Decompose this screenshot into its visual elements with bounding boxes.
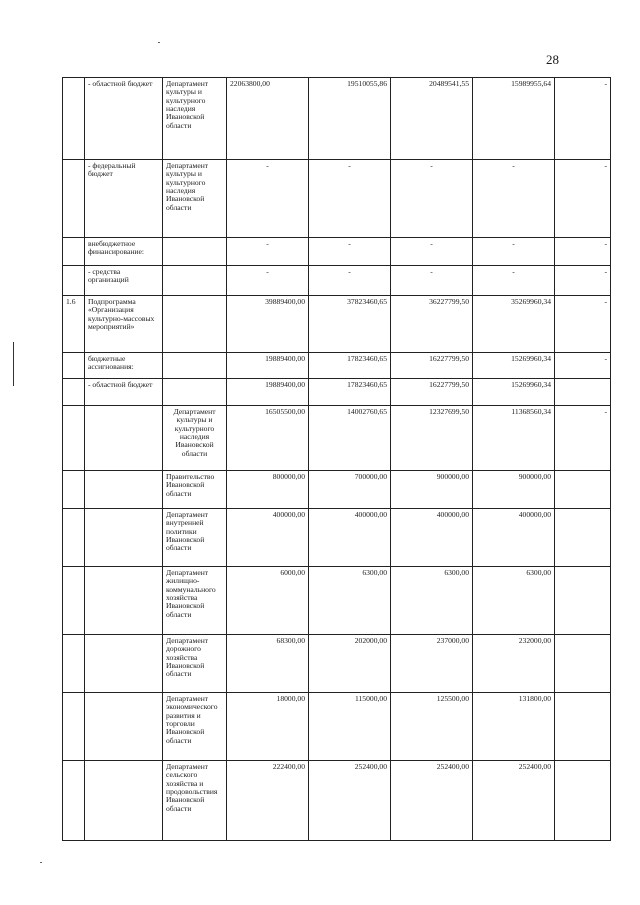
row-name-cell: бюджетные ассигнования:	[85, 353, 163, 379]
budget-table	[62, 77, 611, 841]
value-cell: 39889400,00	[227, 296, 309, 353]
value-cell: 6000,00	[227, 567, 309, 635]
value-cell: 400000,00	[391, 509, 473, 567]
row-dept-cell	[163, 353, 227, 379]
value-cell	[555, 693, 611, 761]
value-cell: 125500,00	[391, 693, 473, 761]
page-number: 28	[546, 52, 559, 67]
value-cell: 18000,00	[227, 693, 309, 761]
row-num-cell	[63, 761, 85, 841]
row-dept-cell: Департамент сельского хозяйства и продовольствия Ивановской области	[163, 761, 227, 841]
value-cell: 6300,00	[391, 567, 473, 635]
value-cell: 16227799,50	[391, 353, 473, 379]
row-dept-cell: Департамент культуры и культурного наследия Ивановской области	[163, 78, 227, 160]
value-cell: 36227799,50	[391, 296, 473, 353]
table-row	[63, 266, 611, 296]
value-cell: 252400,00	[391, 761, 473, 841]
value-cell: 11368560,34	[473, 406, 555, 471]
value-cell: 17823460,65	[309, 379, 391, 406]
value-cell	[555, 567, 611, 635]
table-row	[63, 238, 611, 266]
value-cell: 400000,00	[473, 509, 555, 567]
value-cell: 700000,00	[309, 471, 391, 509]
value-cell: 12327699,50	[391, 406, 473, 471]
value-cell	[555, 379, 611, 406]
table-row	[63, 509, 611, 567]
value-cell: -	[227, 160, 309, 238]
value-cell: 35269960,34	[473, 296, 555, 353]
row-name-cell: - областной бюджет	[85, 379, 163, 406]
value-cell: 131800,00	[473, 693, 555, 761]
value-cell	[555, 471, 611, 509]
value-cell: 20489541,55	[391, 78, 473, 160]
row-dept-cell: Департамент культуры и культурного наследия Ивановской области	[163, 406, 227, 471]
value-cell: 900000,00	[391, 471, 473, 509]
value-cell: 252400,00	[309, 761, 391, 841]
table-row	[63, 761, 611, 841]
table-row	[63, 635, 611, 693]
value-cell: 800000,00	[227, 471, 309, 509]
value-cell: 252400,00	[473, 761, 555, 841]
row-name-cell	[85, 761, 163, 841]
value-cell: 22063800,00	[227, 78, 309, 160]
value-cell	[555, 761, 611, 841]
row-name-cell	[85, 406, 163, 471]
value-cell: 16227799,50	[391, 379, 473, 406]
value-cell: -	[391, 238, 473, 266]
value-cell: -	[555, 238, 611, 266]
value-cell	[555, 509, 611, 567]
row-num-cell: 1.6	[63, 296, 85, 353]
row-dept-cell: Департамент культуры и культурного наследия Ивановской области	[163, 160, 227, 238]
value-cell: 15269960,34	[473, 379, 555, 406]
value-cell: 17823460,65	[309, 353, 391, 379]
row-dept-cell	[163, 379, 227, 406]
row-dept-cell	[163, 266, 227, 296]
value-cell: -	[309, 266, 391, 296]
value-cell: 400000,00	[227, 509, 309, 567]
row-dept-cell	[163, 238, 227, 266]
row-num-cell	[63, 379, 85, 406]
row-num-cell	[63, 567, 85, 635]
row-num-cell	[63, 160, 85, 238]
value-cell: -	[227, 238, 309, 266]
table-row	[63, 379, 611, 406]
value-cell: 19889400,00	[227, 353, 309, 379]
value-cell: 6300,00	[309, 567, 391, 635]
value-cell: -	[555, 353, 611, 379]
value-cell: 19889400,00	[227, 379, 309, 406]
row-name-cell	[85, 567, 163, 635]
row-num-cell	[63, 353, 85, 379]
value-cell: 6300,00	[473, 567, 555, 635]
value-cell: 400000,00	[309, 509, 391, 567]
table-row	[63, 160, 611, 238]
scan-speck	[40, 862, 42, 863]
row-name-cell: - федеральный бюджет	[85, 160, 163, 238]
row-num-cell	[63, 635, 85, 693]
value-cell: 15989955,64	[473, 78, 555, 160]
value-cell: -	[473, 266, 555, 296]
value-cell: -	[473, 160, 555, 238]
table-row	[63, 567, 611, 635]
value-cell: 202000,00	[309, 635, 391, 693]
row-name-cell	[85, 509, 163, 567]
row-name-cell	[85, 471, 163, 509]
value-cell: 222400,00	[227, 761, 309, 841]
value-cell: -	[555, 266, 611, 296]
row-num-cell	[63, 693, 85, 761]
row-name-cell	[85, 635, 163, 693]
value-cell: -	[391, 266, 473, 296]
scan-speck	[158, 42, 160, 43]
row-dept-cell: Департамент жилищно-коммунального хозяйства Ивановской области	[163, 567, 227, 635]
value-cell: 14002760,65	[309, 406, 391, 471]
row-num-cell	[63, 471, 85, 509]
table-row	[63, 471, 611, 509]
table-row	[63, 406, 611, 471]
row-num-cell	[63, 406, 85, 471]
row-num-cell	[63, 78, 85, 160]
value-cell: -	[391, 160, 473, 238]
row-num-cell	[63, 238, 85, 266]
value-cell: -	[227, 266, 309, 296]
row-num-cell	[63, 266, 85, 296]
row-name-cell: - средства организаций	[85, 266, 163, 296]
row-name-cell: - областной бюджет	[85, 78, 163, 160]
row-dept-cell: Департамент внутренней политики Ивановской области	[163, 509, 227, 567]
value-cell: 19510055,86	[309, 78, 391, 160]
value-cell: -	[555, 78, 611, 160]
table-row	[63, 693, 611, 761]
value-cell: 68300,00	[227, 635, 309, 693]
row-name-cell: Подпрограмма «Организация культурно-массовых мероприятий»	[85, 296, 163, 353]
row-name-cell: внебюджетное финансирование:	[85, 238, 163, 266]
value-cell: 16505500,00	[227, 406, 309, 471]
row-dept-cell: Правительство Ивановской области	[163, 471, 227, 509]
value-cell: -	[555, 296, 611, 353]
row-dept-cell	[163, 296, 227, 353]
value-cell: -	[473, 238, 555, 266]
value-cell: -	[309, 238, 391, 266]
value-cell: 237000,00	[391, 635, 473, 693]
value-cell: 37823460,65	[309, 296, 391, 353]
value-cell	[555, 635, 611, 693]
row-dept-cell: Департамент дорожного хозяйства Ивановской области	[163, 635, 227, 693]
table-row	[63, 78, 611, 160]
row-num-cell	[63, 509, 85, 567]
value-cell: 115000,00	[309, 693, 391, 761]
scan-margin-mark	[13, 342, 14, 386]
table-row	[63, 296, 611, 353]
table-row	[63, 353, 611, 379]
value-cell: -	[555, 160, 611, 238]
value-cell: 900000,00	[473, 471, 555, 509]
row-dept-cell: Департамент экономического развития и торговли Ивановской области	[163, 693, 227, 761]
value-cell: -	[555, 406, 611, 471]
row-name-cell	[85, 693, 163, 761]
value-cell: 15269960,34	[473, 353, 555, 379]
value-cell: 232000,00	[473, 635, 555, 693]
value-cell: -	[309, 160, 391, 238]
